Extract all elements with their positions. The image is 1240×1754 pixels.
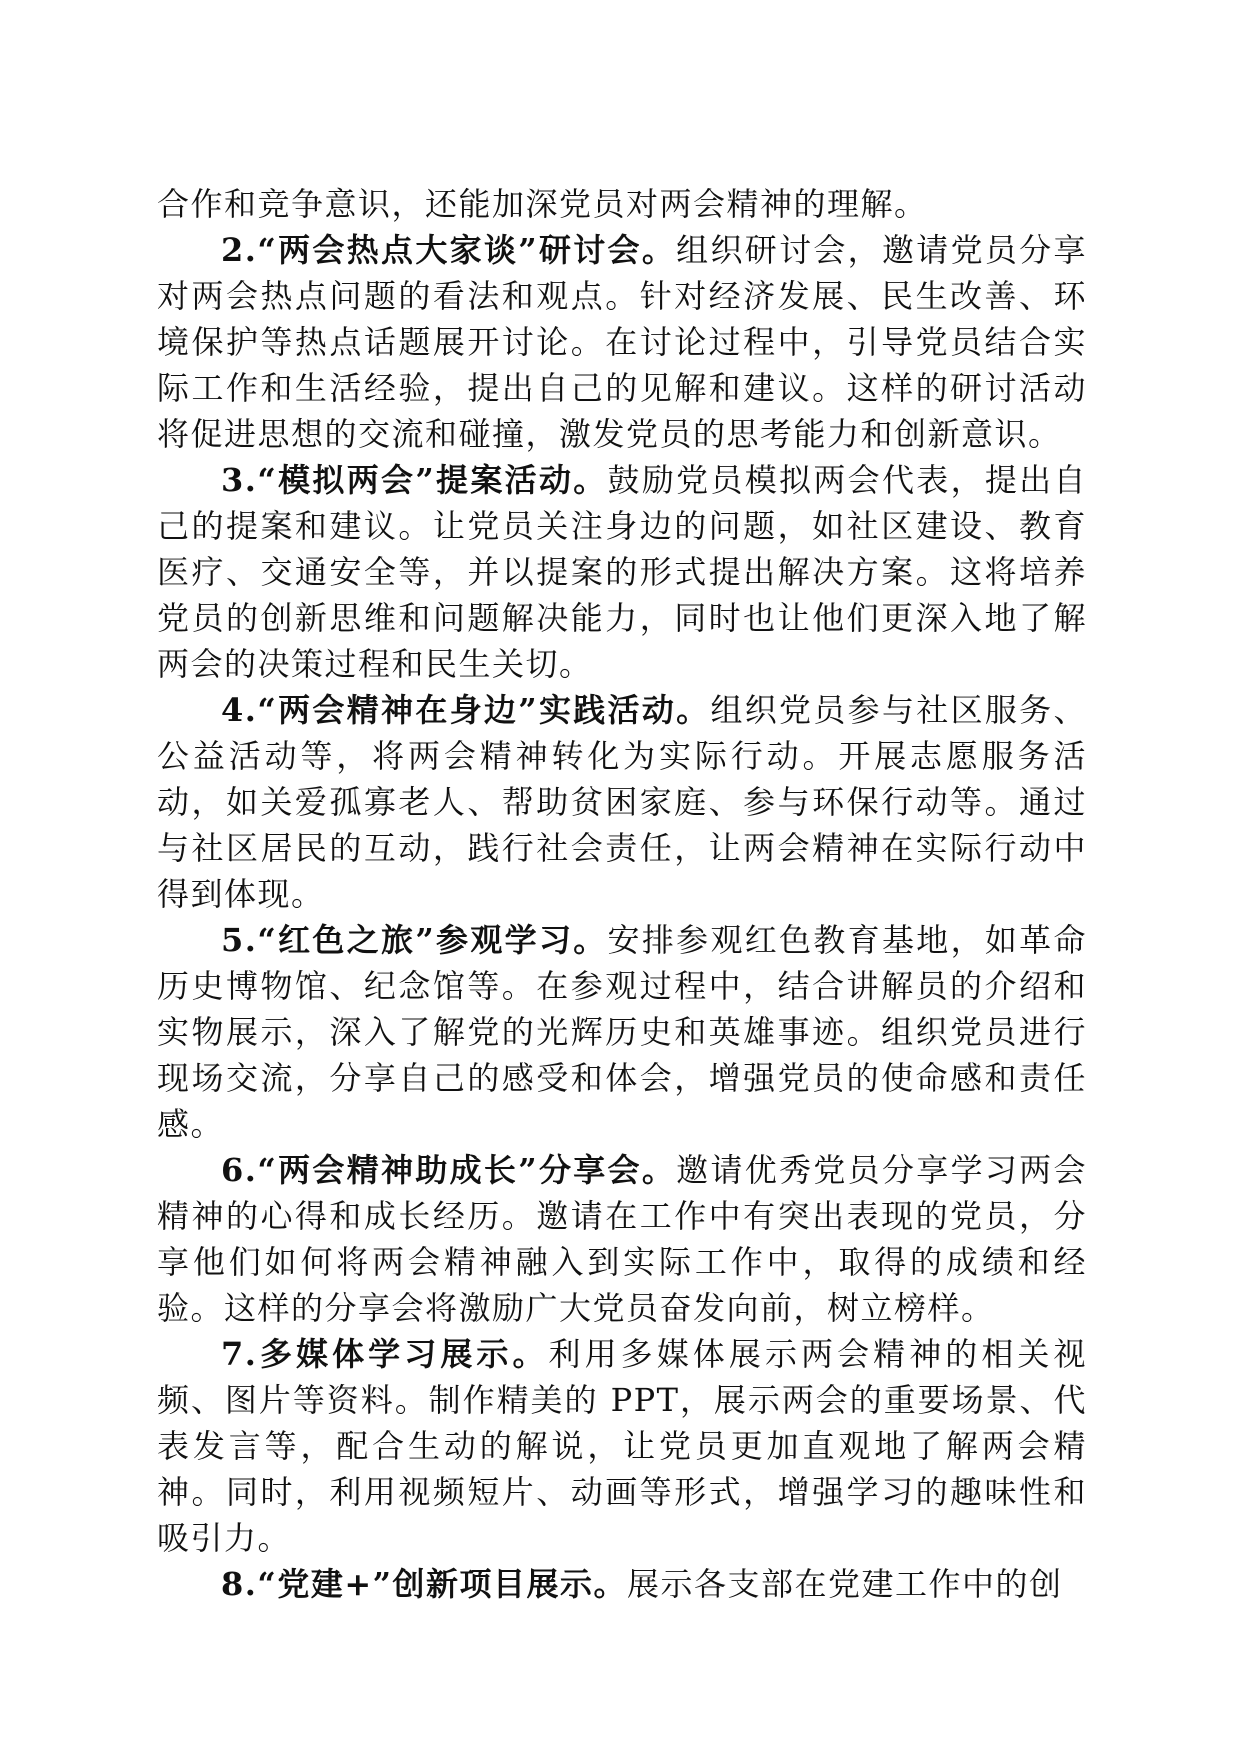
item-body-5: 安排参观红色教育基地，如革命历史博物馆、纪念馆等。在参观过程中，结合讲解员的介绍和实物展示，深入了解党的光辉历史和英雄事迹。组织党员进行现场交流，分享自己的感受和体会，增强党员的使命感和责任感。	[157, 921, 1087, 1143]
item-body-6: 邀请优秀党员分享学习两会精神的心得和成长经历。邀请在工作中有突出表现的党员，分享他们如何将两会精神融入到实际工作中，取得的成绩和经验。这样的分享会将激励广大党员奋发向前，树立榜样。	[157, 1151, 1087, 1327]
item-paragraph-4	[157, 687, 1087, 917]
item-heading-8: 8.“党建+”创新项目展示。	[221, 1565, 628, 1603]
item-heading-7: 7.多媒体学习展示。	[221, 1335, 549, 1373]
item-paragraph-6	[157, 1147, 1087, 1331]
continuation-paragraph: 合作和竞争意识，还能加深党员对两会精神的理解。	[157, 185, 928, 223]
item-body-2: 组织研讨会，邀请党员分享对两会热点问题的看法和观点。针对经济发展、民生改善、环境保护等热点话题展开讨论。在讨论过程中，引导党员结合实际工作和生活经验，提出自己的见解和建议。这样的研讨活动将促进思想的交流和碰撞，激发党员的思考能力和创新意识。	[157, 231, 1087, 453]
item-body-8: 展示各支部在党建工作中的创	[627, 1565, 1063, 1603]
item-heading-2: 2.“两会热点大家谈”研讨会。	[221, 231, 677, 269]
item-paragraph-7	[157, 1331, 1087, 1561]
item-body-7: 利用多媒体展示两会精神的相关视频、图片等资料。制作精美的 PPT，展示两会的重要场景、代表发言等，配合生动的解说，让党员更加直观地了解两会精神。同时，利用视频短片、动画等形式，增强学习的趣味性和吸引力。	[157, 1335, 1087, 1557]
item-heading-4: 4.“两会精神在身边”实践活动。	[221, 691, 711, 729]
item-paragraph-2	[157, 227, 1087, 457]
item-body-4: 组织党员参与社区服务、公益活动等，将两会精神转化为实际行动。开展志愿服务活动，如关爱孤寡老人、帮助贫困家庭、参与环保行动等。通过与社区居民的互动，践行社会责任，让两会精神在实际行动中得到体现。	[157, 691, 1087, 913]
item-paragraph-5	[157, 917, 1087, 1147]
item-paragraph-3	[157, 457, 1087, 687]
item-heading-3: 3.“模拟两会”提案活动。	[221, 461, 608, 499]
item-body-3: 鼓励党员模拟两会代表，提出自己的提案和建议。让党员关注身边的问题，如社区建设、教育医疗、交通安全等，并以提案的形式提出解决方案。这将培养党员的创新思维和问题解决能力，同时也让他们更深入地了解两会的决策过程和民生关切。	[157, 461, 1087, 683]
item-paragraph-8	[157, 1561, 1087, 1607]
item-heading-5: 5.“红色之旅”参观学习。	[221, 921, 608, 959]
item-heading-6: 6.“两会精神助成长”分享会。	[221, 1151, 677, 1189]
document-page	[157, 181, 1087, 1607]
